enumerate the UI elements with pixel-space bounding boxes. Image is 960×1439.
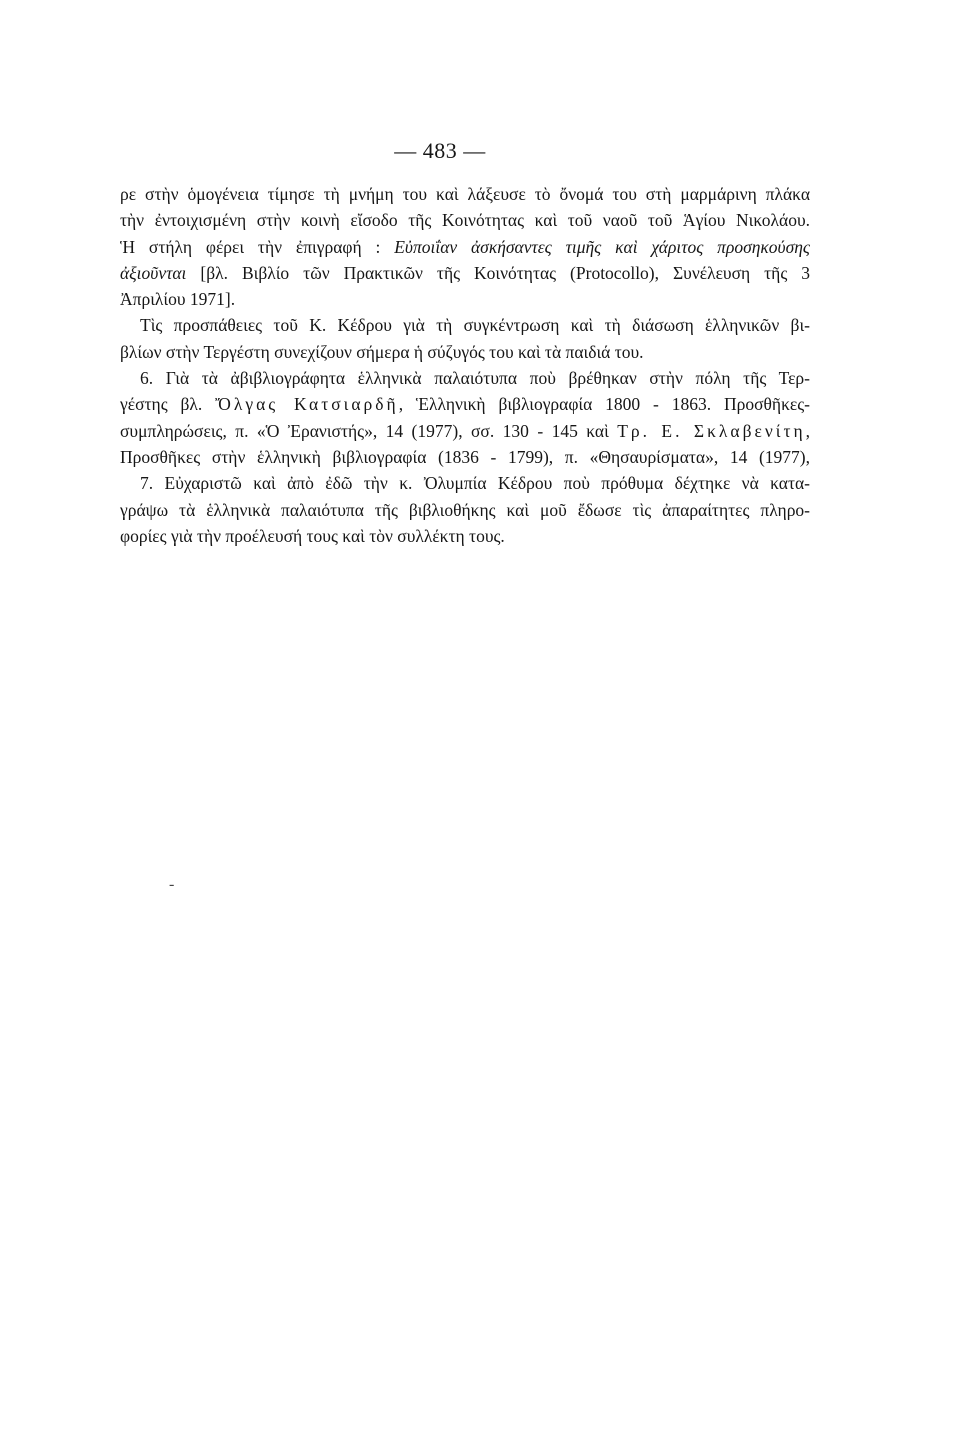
footnote-7: 7. Εὐχαριστῶ καὶ ἀπὸ ἐδῶ τὴν κ. Ὀλυμπία Κέδρου ποὺ πρόθυμα δέχτηκε νὰ κατα- (140, 473, 810, 494)
text-line-4 (120, 260, 810, 286)
footnotes-text (120, 181, 810, 549)
text-line-9 (120, 391, 810, 417)
text-line-14: φορίες γιὰ τὴν προέλευσή τους καὶ τὸν συλλέκτη τους. (120, 525, 505, 546)
inscription-text-end: ἀξιοῦνται (120, 262, 187, 283)
see-also: γέστης βλ. (120, 394, 216, 415)
text-line-5: Ἀπριλίου 1971]. (120, 289, 236, 310)
eranistis-reference: συμπληρώσεις, π. «Ὁ Ἐρανιστής», 14 (1977), σσ. 130 - 145 καὶ (120, 420, 618, 441)
text-line-13: γράψω τὰ ἑλληνικὰ παλαιότυπα τῆς βιβλιοθήκης καὶ μοῦ ἔδωσε τὶς ἀπαραίτητες πληρο- (120, 499, 810, 520)
inscription-intro: Ἡ στήλη φέρει τὴν ἐπιγραφή : (120, 236, 395, 257)
text-line-6: Τὶς προσπάθειες τοῦ Κ. Κέδρου γιὰ τὴ συγκέντρωση καὶ τὴ διάσωση ἑλληνικῶν βι- (140, 315, 810, 336)
footnote-6: 6. Γιὰ τὰ ἀβιβλιογράφητα ἑλληνικὰ παλαιότυπα ποὺ βρέθηκαν στὴν πόλη τῆς Τερ- (140, 368, 810, 389)
text-line-2: τὴν ἐντοιχισμένη στὴν κοινὴ εἴσοδο τῆς Κοινότητας καὶ τοῦ ναοῦ τοῦ Ἁγίου Νικολάου. (120, 210, 810, 231)
page-number: — 483 — (394, 138, 486, 163)
bibliography-title: , Ἑλληνικὴ βιβλιογραφία 1800 - 1863. Προσθῆκες- (398, 394, 810, 415)
author-sklaveniti: Τρ. Ε. Σκλαβενίτη (617, 420, 806, 441)
text-line-10 (120, 418, 810, 444)
reference-protocollo: [βλ. Βιβλίο τῶν Πρακτικῶν τῆς Κοινότητας (Protocollo), Συνέλευση τῆς 3 (186, 262, 810, 283)
text-line-7: βλίων στὴν Τεργέστη συνεχίζουν σήμερα ἡ σύζυγός του καὶ τὰ παιδιά του. (120, 341, 644, 362)
comma: , (805, 420, 811, 441)
author-katsiardi: Ὄλγας Κατσιαρδῆ (215, 394, 399, 415)
text-line-1: ρε στὴν ὁμογένεια τίμησε τὴ μνήμη του καὶ λάξευσε τὸ ὄνομά του στὴ μαρμάρινη πλάκα (120, 184, 810, 204)
inscription-text: Εὐποιΐαν ἀσκήσαντες τιμῆς καὶ χάριτος προσηκούσης (394, 236, 811, 257)
text-line-11: Προσθῆκες στὴν ἑλληνικὴ βιβλιογραφία (1836 - 1799), π. «Θησαυρίσματα», 14 (1977), (120, 446, 810, 467)
text-line-3 (120, 234, 810, 260)
stray-mark: - (169, 876, 175, 893)
